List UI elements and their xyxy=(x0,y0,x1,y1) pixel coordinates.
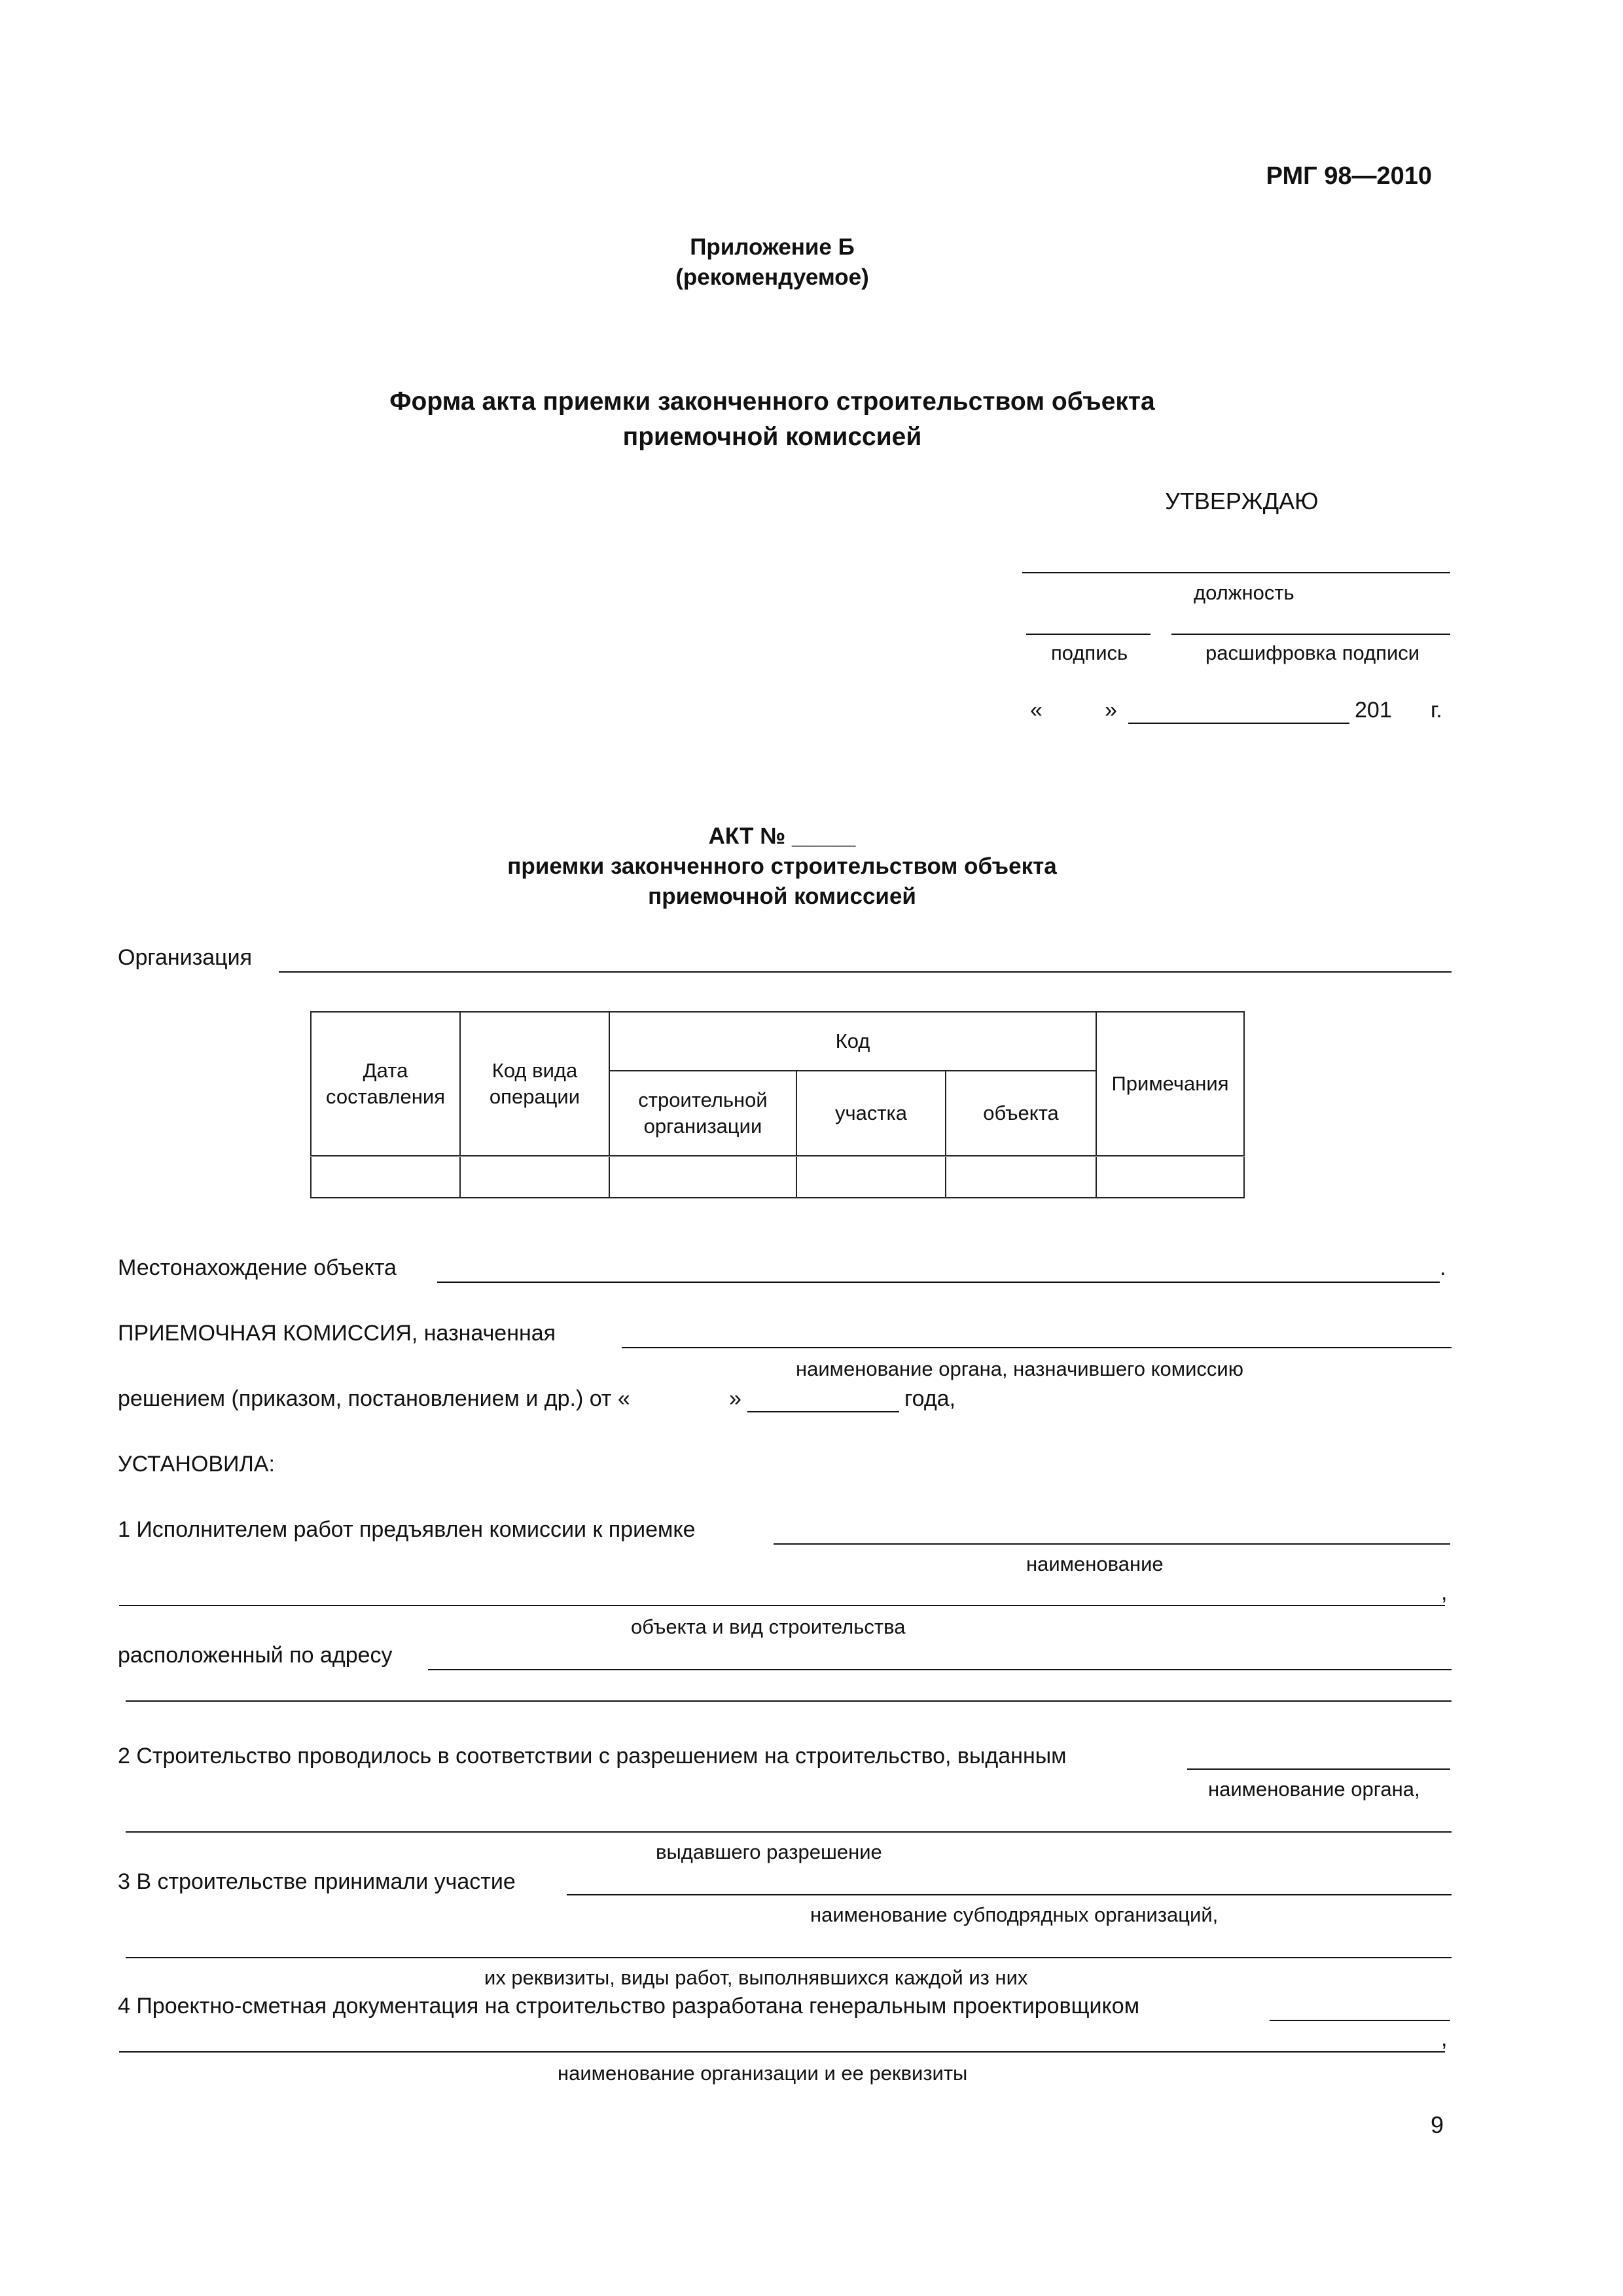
cell-notes[interactable] xyxy=(1096,1156,1244,1198)
approve-label: УТВЕРЖДАЮ xyxy=(1165,488,1319,514)
cell-object[interactable] xyxy=(946,1156,1096,1198)
decision-suffix: года, xyxy=(904,1386,956,1411)
col-operation-header: Код вида операции xyxy=(460,1012,609,1156)
organization-line[interactable] xyxy=(279,971,1452,973)
item1-hint2: объекта и вид строительства xyxy=(631,1615,906,1638)
item1-label: 1 Исполнителем работ предъявлен комиссии к приемке xyxy=(118,1517,696,1542)
item4-hint: наименование организации и ее реквизиты xyxy=(558,2062,968,2085)
col-site-header: участка xyxy=(796,1071,946,1156)
col-builder-org-header: строительной организации xyxy=(609,1071,796,1156)
decision-quote: » xyxy=(729,1386,741,1411)
cell-builder-org[interactable] xyxy=(609,1156,796,1198)
commission-hint: наименование органа, назначившего комиссию xyxy=(796,1357,1243,1380)
item3-hint2: их реквизиты, виды работ, выполнявшихся каждой из них xyxy=(484,1966,1028,1989)
address-line[interactable] xyxy=(428,1669,1452,1670)
cell-site[interactable] xyxy=(796,1156,946,1198)
date-close-quote: » xyxy=(1105,698,1117,723)
cell-operation[interactable] xyxy=(460,1156,609,1198)
item2-label: 2 Строительство проводилось в соответствии с разрешением на строительство, выданным xyxy=(118,1744,1067,1768)
decision-prefix: решением (приказом, постановлением и др.) от « xyxy=(118,1386,630,1411)
date-year-suffix: г. xyxy=(1431,698,1442,723)
item3-label: 3 В строительстве принимали участие xyxy=(118,1869,516,1894)
item2-hint2: выдавшего разрешение xyxy=(656,1840,882,1863)
date-open-quote: « xyxy=(1030,698,1043,723)
document-code: РМГ 98—2010 xyxy=(1266,162,1432,190)
signature-hint: подпись xyxy=(1051,641,1128,664)
signature-decoding-line xyxy=(1171,634,1450,635)
col-code-header: Код xyxy=(609,1012,1096,1071)
commission-label: ПРИЕМОЧНАЯ КОМИССИЯ, назначенная xyxy=(118,1321,556,1346)
item4-line[interactable] xyxy=(1270,2020,1450,2021)
address-label: расположенный по адресу xyxy=(118,1643,393,1668)
item3-line2[interactable] xyxy=(126,1957,1452,1958)
page-number: 9 xyxy=(1431,2111,1444,2138)
location-line[interactable] xyxy=(437,1282,1440,1283)
address-line2[interactable] xyxy=(126,1700,1452,1702)
item4-label: 4 Проектно-сметная документация на строительство разработана генеральным проектировщиком xyxy=(118,1994,1140,2018)
act-number: АКТ № _____ xyxy=(708,823,856,849)
appendix-type: (рекомендуемое) xyxy=(675,264,869,290)
form-title-line1: Форма акта приемки законченного строительством объекта xyxy=(389,387,1155,416)
signature-decoding-hint: расшифровка подписи xyxy=(1205,641,1420,664)
date-year: 201 xyxy=(1355,698,1392,723)
date-month-line xyxy=(1128,723,1349,724)
act-title-line3: приемочной комиссией xyxy=(648,884,916,909)
item4-line2[interactable] xyxy=(119,2051,1445,2053)
position-line xyxy=(1022,572,1450,573)
cell-date[interactable] xyxy=(311,1156,460,1198)
commission-line[interactable] xyxy=(622,1347,1452,1348)
organization-label: Организация xyxy=(118,945,253,970)
item4-comma: , xyxy=(1441,2026,1448,2051)
act-title-line2: приемки законченного строительством объекта xyxy=(507,853,1057,879)
col-date-header: Дата составления xyxy=(311,1012,460,1156)
codes-table xyxy=(310,1011,1245,1198)
decision-date-line[interactable] xyxy=(747,1411,899,1412)
item2-line[interactable] xyxy=(1187,1768,1450,1770)
position-hint: должность xyxy=(1194,581,1294,604)
item3-line[interactable] xyxy=(567,1894,1452,1895)
col-object-header: объекта xyxy=(946,1071,1096,1156)
established-label: УСТАНОВИЛА: xyxy=(118,1452,275,1477)
location-end: . xyxy=(1440,1255,1446,1280)
item2-hint: наименование органа, xyxy=(1208,1778,1420,1801)
item1-line2[interactable] xyxy=(119,1605,1445,1606)
form-title-line2: приемочной комиссией xyxy=(622,423,922,451)
item1-line[interactable] xyxy=(774,1543,1450,1545)
item2-line2[interactable] xyxy=(126,1831,1452,1833)
col-notes-header: Примечания xyxy=(1096,1012,1244,1156)
location-label: Местонахождение объекта xyxy=(118,1255,397,1280)
appendix-title: Приложение Б xyxy=(690,234,855,260)
signature-line xyxy=(1026,634,1150,635)
item1-comma: , xyxy=(1441,1580,1448,1605)
item3-hint: наименование субподрядных организаций, xyxy=(810,1903,1219,1926)
item1-hint: наименование xyxy=(1026,1552,1164,1575)
